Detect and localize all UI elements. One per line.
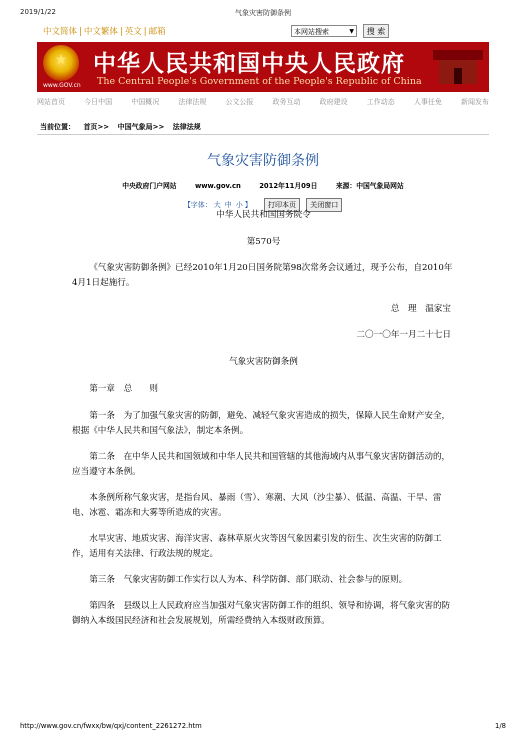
article-source: 中央政府门户网站: [122, 182, 177, 190]
article-url: www.gov.cn: [194, 182, 241, 190]
article-body: [72, 208, 455, 629]
breadcrumb-label: 当前位置：: [40, 123, 75, 131]
page-number: 1/8: [495, 722, 506, 730]
nav-item-china-overview[interactable]: 中国概况: [131, 98, 160, 106]
print-date: 2019/1/22: [20, 8, 56, 16]
nav-item-appointments[interactable]: 人事任免: [413, 98, 442, 106]
divider: |: [79, 27, 82, 37]
chapter-heading: 第一章 总 则: [89, 384, 158, 394]
nav-item-today-china[interactable]: 今日中国: [84, 98, 113, 106]
article-paragraph: 水旱灾害、地质灾害、海洋灾害、森林草原火灾等因气象因素引发的衍生、次生灾害的防御工作，适用有关法律、行政法规的规定。: [72, 534, 442, 559]
search-button[interactable]: 搜 索: [363, 24, 389, 38]
article-meta: [0, 180, 526, 190]
nav-item-laws[interactable]: 法律法规: [178, 98, 207, 106]
nav-item-interaction[interactable]: 政务互动: [272, 98, 301, 106]
article-paragraph: 第一条 为了加强气象灾害的防御，避免、减轻气象灾害造成的损失，保障人民生命财产安全，根据《中华人民共和国气象法》，制定本条例。: [72, 411, 451, 436]
site-url: www.GOV.cn: [43, 82, 81, 89]
nav-item-news[interactable]: 新闻发布: [460, 98, 489, 106]
site-name-en: The Central People's Government of the People's Republic of China: [97, 76, 422, 87]
tiananmen-icon: [433, 44, 483, 84]
breadcrumb-separator: >>: [152, 123, 165, 131]
nav-item-home[interactable]: 网站首页: [37, 98, 65, 106]
announcement: 《气象灾害防御条例》已经2010年1月20日国务院第98次常务会议通过，现予公布，自2010年4月1日起施行。: [72, 263, 453, 288]
decree-number: 第570号: [246, 237, 281, 247]
nav-item-gazette[interactable]: 公文公报: [225, 98, 254, 106]
breadcrumb-item-home[interactable]: 首页: [83, 123, 98, 131]
divider: |: [143, 27, 147, 37]
close-window-button[interactable]: 关闭窗口: [306, 198, 342, 212]
lang-link-traditional[interactable]: 中文繁体: [83, 27, 118, 37]
chevron-down-icon: ▼: [349, 28, 354, 35]
font-size-medium[interactable]: 中: [224, 201, 232, 209]
font-size-large[interactable]: 大: [213, 201, 221, 209]
regulation-title: 气象灾害防御条例: [229, 357, 298, 367]
language-links: [43, 25, 166, 37]
nav-item-work[interactable]: 工作动态: [366, 98, 395, 106]
article-paragraph: 第三条 气象灾害防御工作实行以人为本、科学防御、部门联动、社会参与的原则。: [89, 575, 408, 585]
search-scope-select[interactable]: [291, 25, 357, 37]
divider: |: [119, 27, 123, 37]
article-title: 气象灾害防御条例: [207, 153, 319, 169]
lang-link-simplified[interactable]: 中文简体: [43, 27, 78, 37]
site-name-cn: 中华人民共和国中央人民政府: [93, 51, 405, 77]
breadcrumb: [40, 122, 201, 132]
font-size-end: 】: [244, 201, 252, 209]
print-button[interactable]: 打印本页: [264, 198, 300, 212]
divider: [37, 134, 489, 135]
breadcrumb-item-cma[interactable]: 中国气象局: [117, 123, 153, 131]
breadcrumb-item-laws[interactable]: 法律法规: [172, 123, 201, 131]
site-banner: [37, 22, 489, 92]
article-paragraph: 本条例所称气象灾害，是指台风、暴雨（雪）、寒潮、大风（沙尘暴）、低温、高温、干旱、雷电、冰雹、霜冻和大雾等所造成的灾害。: [72, 493, 442, 518]
article-paragraph: 第二条 在中华人民共和国领域和中华人民共和国管辖的其他海域内从事气象灾害防御活动的，应当遵守本条例。: [72, 452, 451, 477]
print-footer: [20, 722, 506, 732]
sign-date: 二〇一〇年一月二十七日: [356, 330, 451, 340]
article-paragraph: 第四条 县级以上人民政府应当加强对气象灾害防御工作的组织、领导和协调，将气象灾害的防御纳入本级国民经济和社会发展规划，所需经费纳入本级财政预算。: [72, 601, 451, 626]
main-nav: [37, 97, 489, 109]
search-scope-label: 本网站搜索: [294, 28, 329, 36]
font-size-label: 【字体：: [183, 201, 212, 209]
signer: 总 理 温家宝: [390, 304, 451, 314]
article-origin: 来源：中国气象局网站: [335, 182, 404, 190]
article-date: 2012年11月09日: [259, 182, 318, 190]
print-title: 气象灾害防御条例: [235, 9, 291, 17]
nav-item-government[interactable]: 政府建设: [319, 98, 348, 106]
decree-heading: 中华人民共和国国务院令: [216, 210, 311, 220]
mail-link[interactable]: 邮箱: [148, 27, 166, 37]
print-header: [20, 8, 506, 20]
star-icon: ★: [54, 52, 68, 68]
national-emblem-icon: [43, 45, 79, 81]
font-size-small[interactable]: 小: [235, 201, 243, 209]
page-url: http://www.gov.cn/fwxx/bw/qxj/content_2261272.htm: [20, 722, 202, 730]
breadcrumb-separator: >>: [97, 123, 110, 131]
lang-link-english[interactable]: 英文: [124, 27, 142, 37]
